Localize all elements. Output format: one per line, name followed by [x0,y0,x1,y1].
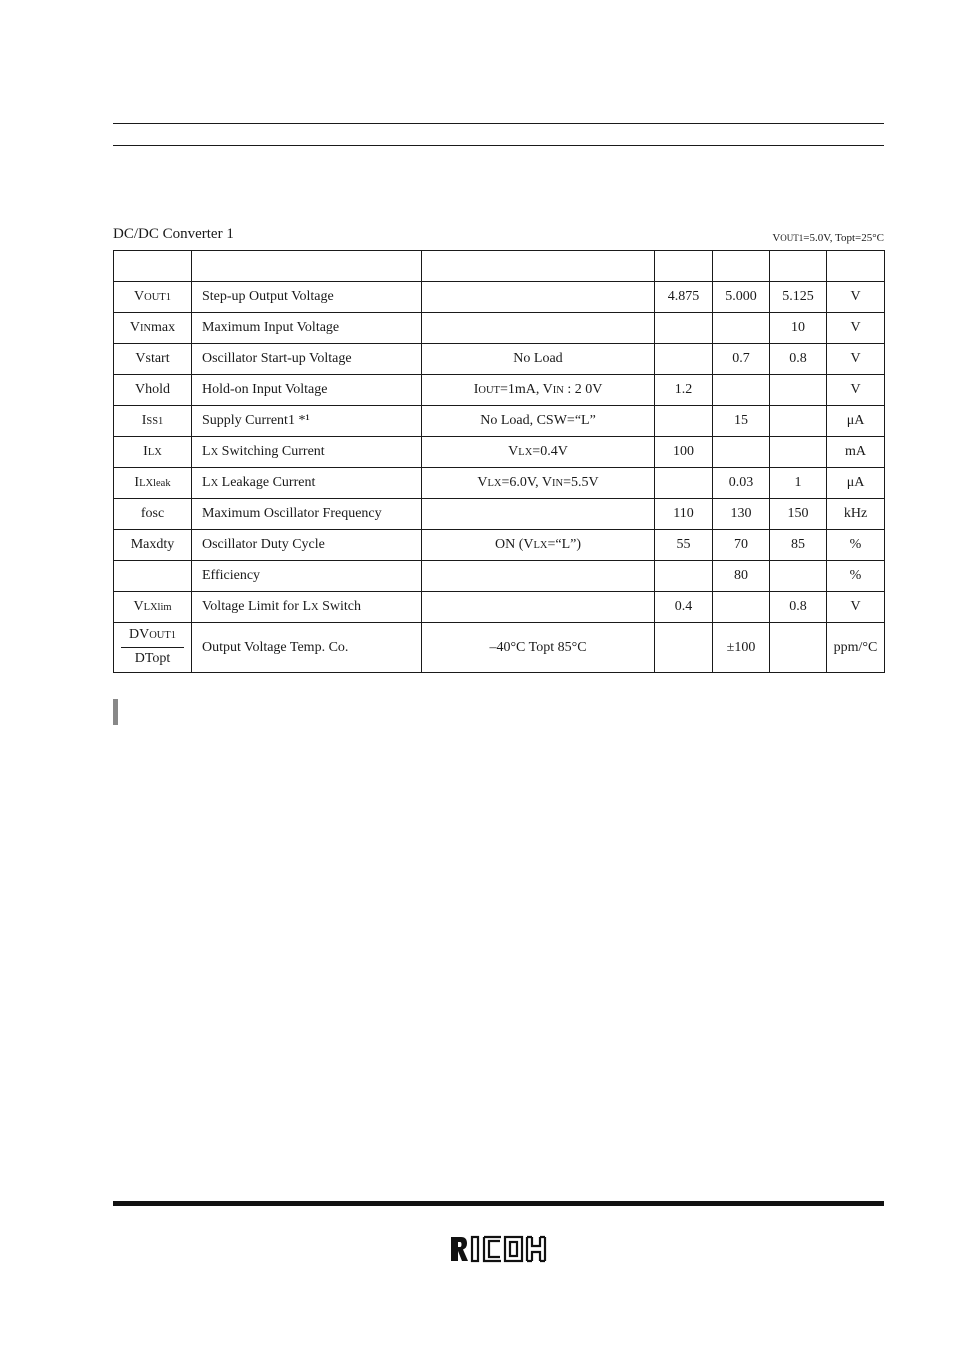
cell-max [770,437,827,468]
cell-item [192,561,422,592]
table-row [114,468,885,499]
measurement-conditions [772,232,884,244]
header-cell-max [770,251,827,282]
text-segment: I [134,475,140,490]
text-segment: Efficiency [202,568,261,583]
section-caption: DC/DC Converter 1 [113,226,234,242]
text-segment: L [202,475,211,490]
subscript-text: LX [147,447,162,458]
conditions-symbol: V [772,232,781,244]
cell-min [655,623,713,673]
cell-min [655,468,713,499]
cell-typ: 0.03 [713,468,770,499]
text-segment: V [477,475,488,490]
cell-symbol [114,561,192,592]
cell-item [192,375,422,406]
fraction-numerator [121,626,184,648]
cell-min [655,406,713,437]
cell-typ: 15 [713,406,770,437]
text-segment: V [129,320,140,335]
text-segment: I [473,382,479,397]
cell-max: 1 [770,468,827,499]
ricoh-logo [450,1235,548,1263]
cell-symbol [114,344,192,375]
cell-symbol [114,499,192,530]
cell-min: 0.4 [655,592,713,623]
cell-min [655,344,713,375]
cell-unit: V [827,282,885,313]
text-segment: I [143,444,148,459]
text-segment: =5.5V [563,475,599,490]
table-row [114,313,885,344]
cell-min: 110 [655,499,713,530]
text-segment: =1mA, V [499,382,553,397]
electrical-characteristics-table [113,250,885,673]
cell-item [192,282,422,313]
text-segment: Maximum Oscillator Frequency [202,506,382,521]
table-row [114,623,885,673]
text-segment: No Load, CSW=“L” [480,413,596,428]
cell-max: 0.8 [770,344,827,375]
cell-typ: 80 [713,561,770,592]
text-segment: Supply Current1 *¹ [202,413,310,428]
subscript-text: LX [518,447,533,458]
table-row [114,344,885,375]
cell-conditions [422,375,655,406]
subscript-text: IN [552,385,564,396]
cell-conditions [422,344,655,375]
header-cell-symbol [114,251,192,282]
cell-conditions [422,499,655,530]
subscript-text: SS1 [146,416,164,427]
cell-max: 10 [770,313,827,344]
text-segment: Oscillator Start-up Voltage [202,351,352,366]
text-segment: Vhold [135,382,170,397]
header-rule-top [113,123,884,124]
cell-max [770,623,827,673]
subscript-text: LXlim [143,602,172,613]
text-segment: Switching Current [218,444,325,459]
cell-max: 85 [770,530,827,561]
text-segment: V [133,599,144,614]
section-marker-bar [113,699,118,725]
subscript-text: X [311,602,319,613]
text-segment: DTopt [134,651,171,666]
text-segment: =“L”) [547,537,582,552]
cell-symbol [114,282,192,313]
footer-rule [113,1201,884,1206]
subscript-text: X [210,478,219,489]
cell-symbol [114,437,192,468]
cell-max [770,406,827,437]
cell-typ [713,375,770,406]
cell-max: 5.125 [770,282,827,313]
cell-unit: V [827,344,885,375]
header-cell-min [655,251,713,282]
text-segment: Step-up Output Voltage [202,289,334,304]
cell-item [192,406,422,437]
text-segment: –40°C Topt 85°C [489,639,587,655]
cell-item [192,592,422,623]
header-cell-unit [827,251,885,282]
cell-typ: 5.000 [713,282,770,313]
logo-letter-shape [472,1237,478,1261]
conditions-text: =5.0V, Topt=25°C [803,232,884,244]
header-cell-item [192,251,422,282]
text-segment: I [141,413,147,428]
cell-unit: % [827,530,885,561]
cell-unit: ppm/°C [827,623,885,673]
cell-min [655,561,713,592]
cell-max [770,561,827,592]
cell-typ: 130 [713,499,770,530]
logo-letter-shape [510,1242,517,1256]
cell-min: 55 [655,530,713,561]
table-row [114,561,885,592]
cell-typ [713,592,770,623]
table-row [114,282,885,313]
conditions-symbol-subscript: OUT1 [780,233,804,243]
cell-unit: μA [827,468,885,499]
subscript-text: OUT1 [149,630,177,642]
cell-max: 0.8 [770,592,827,623]
cell-typ [713,313,770,344]
cell-item [192,499,422,530]
table-header-row [114,251,885,282]
cell-symbol [114,623,192,673]
subscript-text: LX [533,540,548,551]
cell-max [770,375,827,406]
subscript-text: IN [552,478,564,489]
header-cell-typ [713,251,770,282]
subscript-text: X [210,447,219,458]
cell-unit: mA [827,437,885,468]
text-segment: Maximum Input Voltage [202,320,340,335]
cell-conditions [422,468,655,499]
text-segment: max [151,320,176,335]
text-segment: fosc [140,506,165,521]
cell-symbol [114,592,192,623]
logo-letter-shape [484,1237,501,1261]
text-segment: No Load [513,351,563,366]
text-segment: Switch [318,599,361,614]
ricoh-logo-glyphs [451,1237,545,1261]
text-segment: V [508,444,519,459]
text-segment: =6.0V, V [501,475,553,490]
header-rule-bottom [113,145,884,146]
text-segment: =0.4V [532,444,568,459]
table-row [114,437,885,468]
text-segment: Hold-on Input Voltage [202,382,328,397]
text-segment: V [134,289,145,304]
symbol-fraction [121,626,184,669]
cell-unit: V [827,375,885,406]
cell-unit: V [827,313,885,344]
logo-letter-shape [505,1237,522,1261]
cell-min [655,313,713,344]
table-row [114,406,885,437]
logo-letter-shape [527,1237,545,1261]
text-segment: Leakage Current [218,475,316,490]
logo-letter-shape [451,1237,468,1261]
cell-unit: μA [827,406,885,437]
cell-item [192,313,422,344]
cell-symbol [114,375,192,406]
cell-min: 100 [655,437,713,468]
cell-min: 4.875 [655,282,713,313]
text-segment: Maxdty [130,537,175,552]
cell-item [192,468,422,499]
cell-typ: ±100 [713,623,770,673]
cell-item [192,344,422,375]
text-segment: ON (V [494,537,534,552]
cell-symbol [114,313,192,344]
cell-unit: % [827,561,885,592]
cell-typ: 70 [713,530,770,561]
subscript-text: OUT1 [144,292,171,303]
cell-item [192,530,422,561]
cell-typ: 0.7 [713,344,770,375]
table-row [114,592,885,623]
text-segment: Output Voltage Temp. Co. [202,639,349,655]
table-row [114,375,885,406]
cell-item [192,437,422,468]
cell-conditions [422,561,655,592]
fraction-denominator [121,648,184,669]
cell-min: 1.2 [655,375,713,406]
header-cell-conditions [422,251,655,282]
table-row [114,530,885,561]
subscript-text: LXleak [139,478,171,489]
text-segment: DV [128,627,150,643]
subscript-text: LX [487,478,502,489]
cell-symbol [114,468,192,499]
cell-max: 150 [770,499,827,530]
cell-unit: kHz [827,499,885,530]
subscript-text: OUT [478,385,500,396]
cell-item [192,623,422,673]
text-segment: : 2 0V [563,382,603,397]
cell-typ [713,437,770,468]
text-segment: Vstart [135,351,170,366]
cell-symbol [114,406,192,437]
cell-conditions [422,406,655,437]
subscript-text: IN [139,323,152,334]
text-segment: Oscillator Duty Cycle [202,537,325,552]
cell-conditions [422,623,655,673]
cell-conditions [422,313,655,344]
cell-conditions [422,282,655,313]
table-row [114,499,885,530]
cell-unit: V [827,592,885,623]
text-segment: Voltage Limit for L [202,599,311,614]
cell-conditions [422,592,655,623]
text-segment: L [202,444,211,459]
cell-conditions [422,530,655,561]
cell-conditions [422,437,655,468]
cell-symbol [114,530,192,561]
